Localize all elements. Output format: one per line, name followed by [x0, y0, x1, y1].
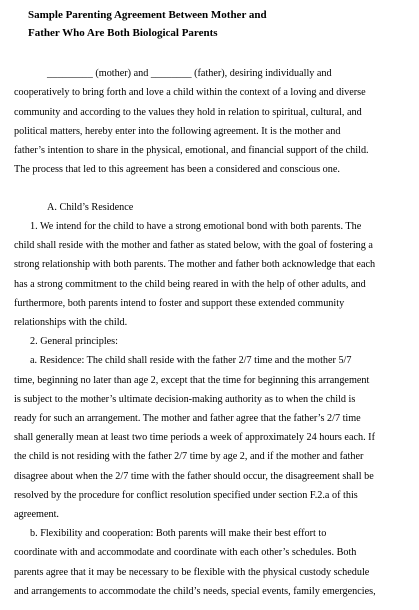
intro-line-3: community and according to the values they hold in relation to spiritual, cultural, and	[14, 107, 362, 118]
intro-line-2: cooperatively to bring forth and love a child within the context of a loving and diverse	[14, 87, 366, 98]
intro-line-4: political matters, hereby enter into the following agreement. It is the mother and	[14, 126, 341, 137]
item1-line-4: has a strong commitment to the child being reared in with the help of other adults, and	[14, 279, 366, 290]
intro-line-1: _________ (mother) and ________ (father), desiring individually and	[47, 68, 332, 79]
item2b-line-3: parents agree that it may be necessary to be flexible with the physical custody schedule	[14, 567, 370, 578]
item1-line-3: strong relationship with both parents. The mother and father both acknowledge that each	[14, 259, 376, 270]
item2b-line-1: b. Flexibility and cooperation: Both parents will make their best effort to	[30, 528, 327, 539]
section-heading: A. Child’s Residence	[47, 202, 134, 213]
item2a-line-4: ready for such an arrangement. The mother and father agree that the father’s 2/7 time	[14, 413, 361, 424]
item1-line-6: relationships with the child.	[14, 317, 128, 328]
intro-line-6: The process that led to this agreement has been a considered and conscious one.	[14, 164, 340, 175]
item2a-line-9: agreement.	[14, 509, 59, 520]
item2a-line-6: the child is not residing with the father 2/7 time by age 2, and if the mother and father	[14, 451, 364, 462]
item2a-line-5: shall generally mean at least two time periods a week of approximately 24 hours each. If	[14, 432, 375, 443]
item2a-line-2: time, beginning no later than age 2, except that the time for beginning this arrangement	[14, 375, 370, 386]
item2b-line-4: and arrangements to accommodate the child’s needs, special events, family emergencies,	[14, 586, 376, 597]
item2a-line-7: disagree about when the 2/7 time with the father should occur, the disagreement shall be	[14, 471, 374, 482]
item1-line-1: 1. We intend for the child to have a strong emotional bond with both parents. The	[30, 221, 362, 232]
document-title-line-1: Sample Parenting Agreement Between Mother and	[28, 9, 267, 21]
document-title-line-2: Father Who Are Both Biological Parents	[28, 27, 218, 39]
item2a-line-8: resolved by the procedure for conflict resolution specified under section F.2.a of this	[14, 490, 358, 501]
intro-line-5: father’s intention to share in the physical, emotional, and financial support of the child.	[14, 145, 369, 156]
item1-line-2: child shall reside with the mother and father as stated below, with the goal of fostering a	[14, 240, 373, 251]
item2b-line-2: coordinate with and accommodate and coordinate with each other’s schedules. Both	[14, 547, 357, 558]
item2a-line-1: a. Residence: The child shall reside with the father 2/7 time and the mother 5/7	[30, 355, 352, 366]
item1-line-5: furthermore, both parents intend to foster and support these extended community	[14, 298, 345, 309]
item2-heading: 2. General principles:	[30, 336, 118, 347]
item2a-line-3: is subject to the mother’s ultimate decision-making authority as to when the child is	[14, 394, 356, 405]
